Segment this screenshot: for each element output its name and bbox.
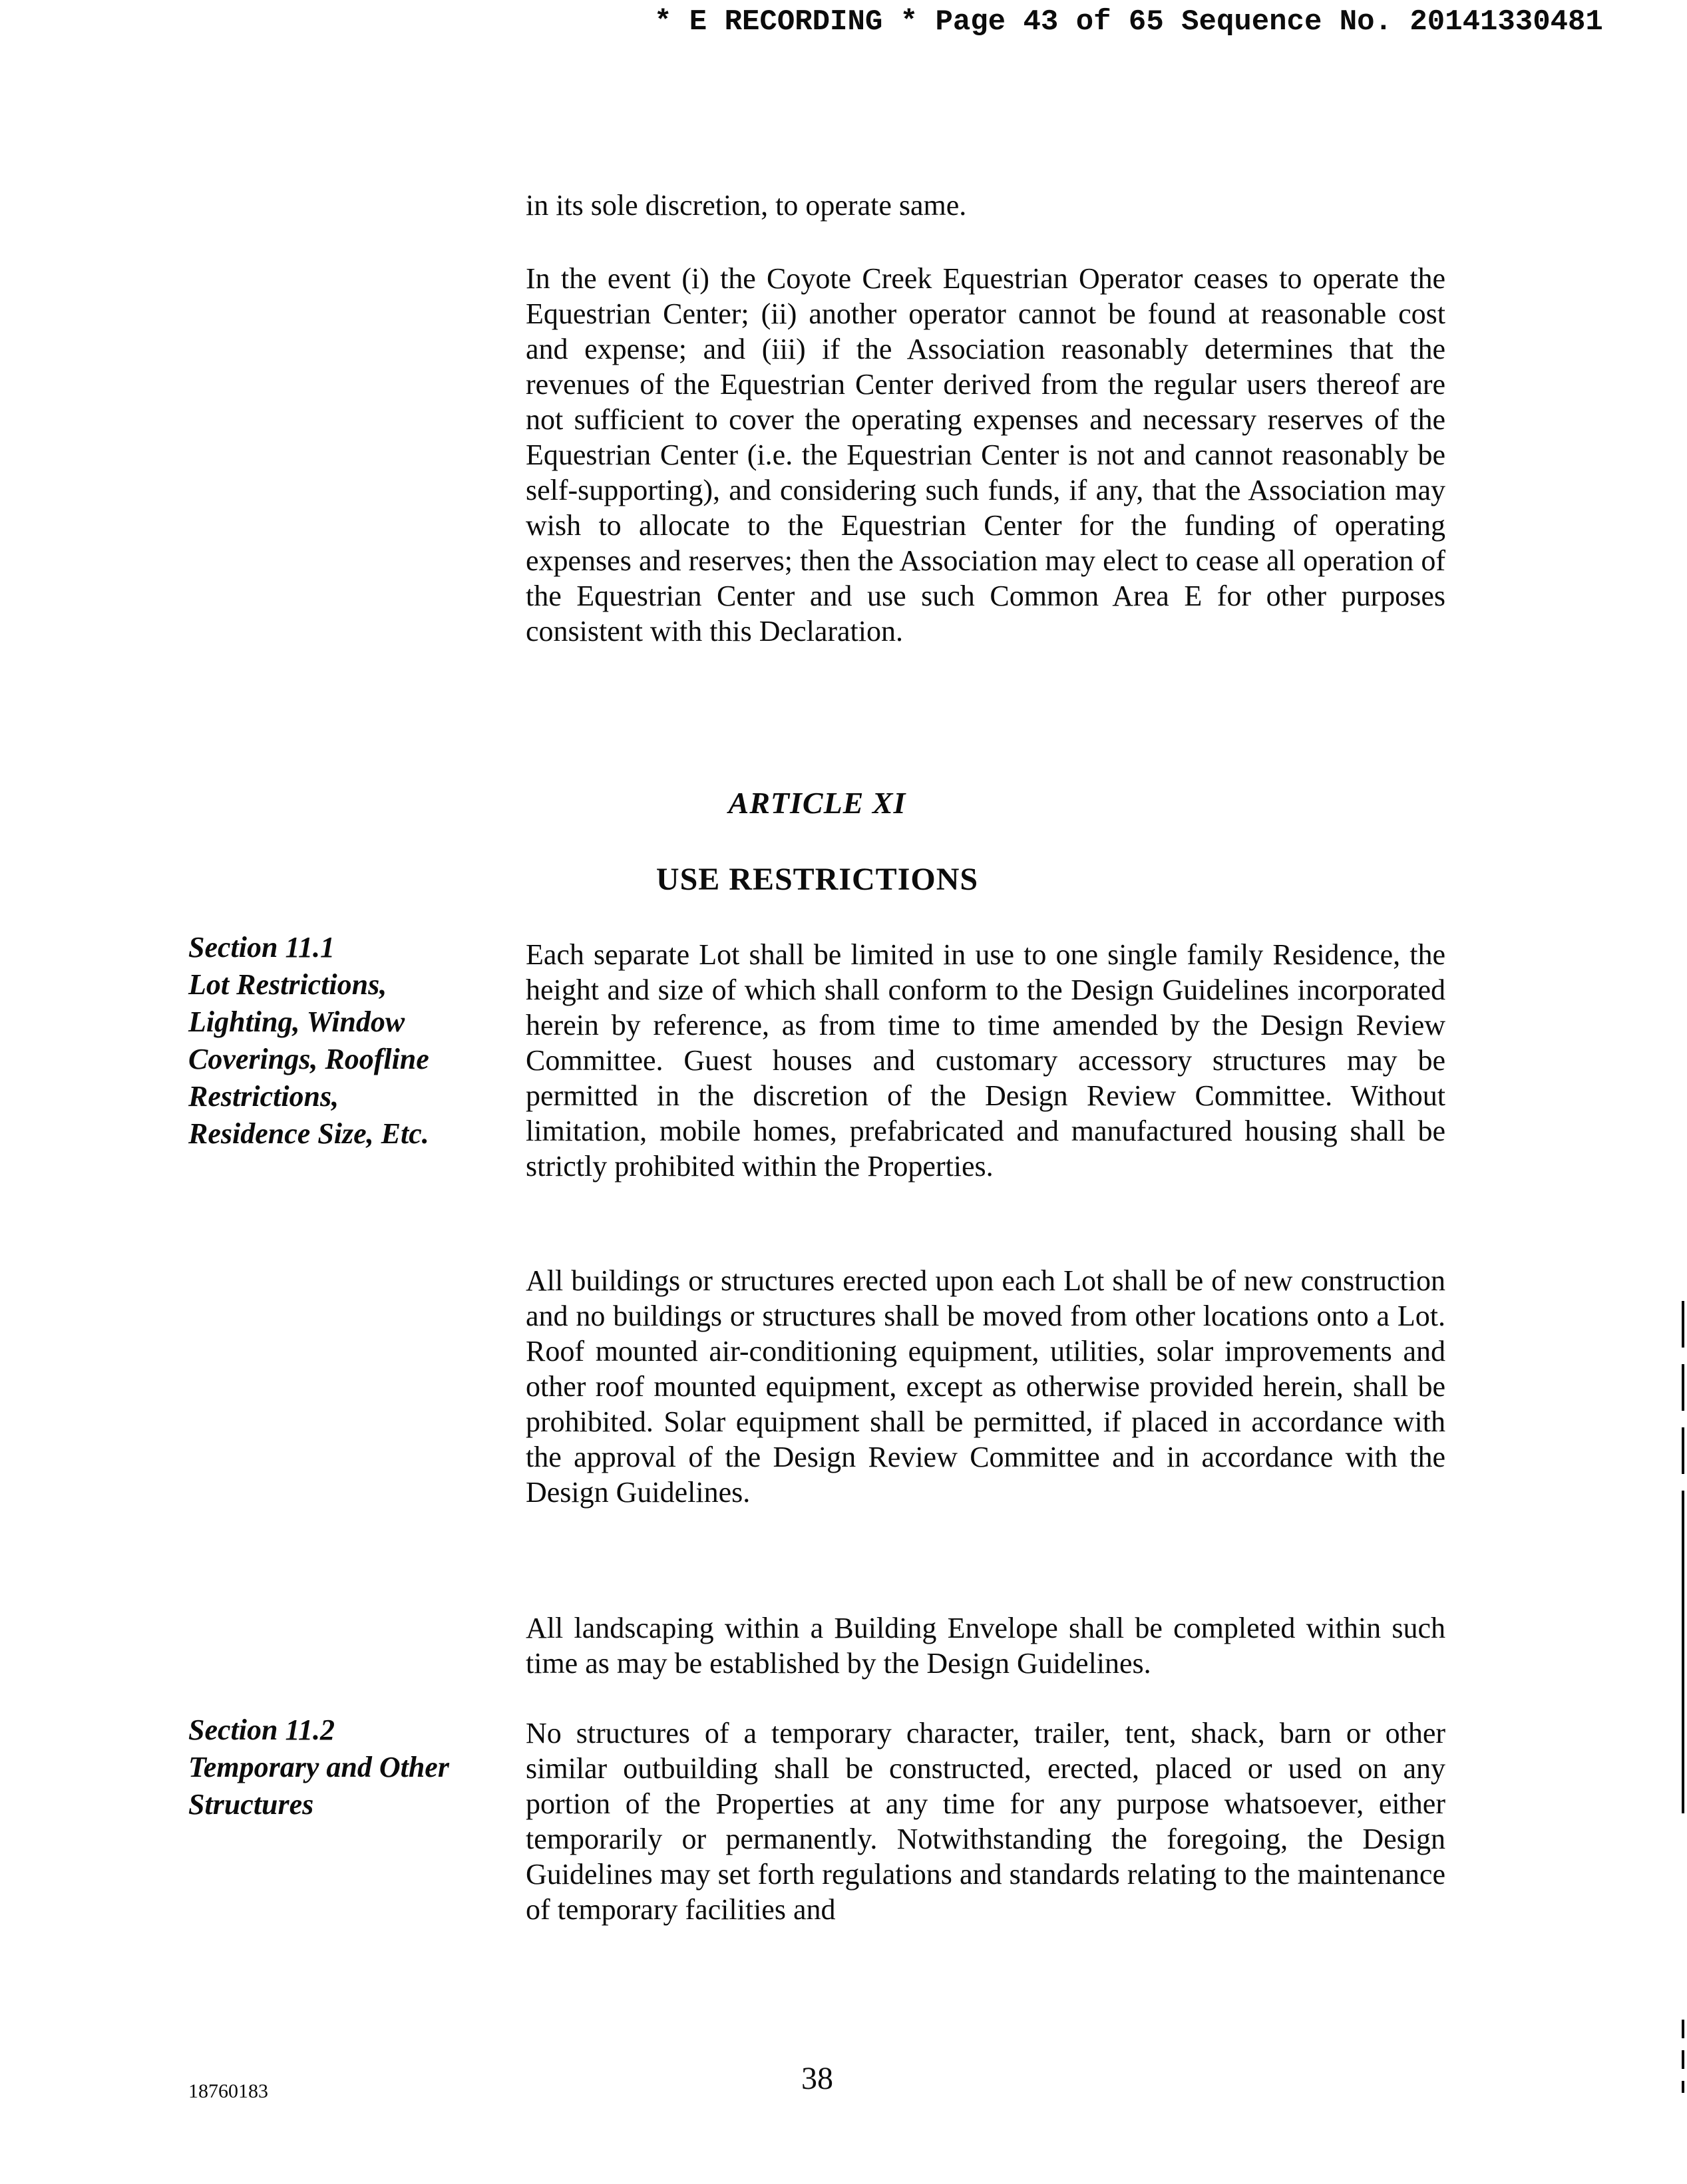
section-11-1-label-line: Restrictions, [188, 1080, 339, 1113]
footer-document-number: 18760183 [188, 2080, 268, 2102]
section-11-1-paragraph-1: Each separate Lot shall be limited in use to one single family Residence, the height and size of which shall conform to the Design Guidelines incorporated herein by reference, as from time to time amended by the Design Review Committee. Guest houses and customary accessory structures may be permitted in the discretion of the Design Review Committee. Without limitation, mobile homes, prefabricated and manufactured housing shall be strictly prohibited within the Properties. [526, 938, 1445, 1183]
article-subheading: USE RESTRICTIONS [656, 862, 979, 897]
section-11-2-label [188, 1712, 514, 1823]
scan-artifact-line-middle [1682, 1527, 1684, 1813]
scan-artifact-line-top [1682, 1301, 1684, 1527]
section-11-2-paragraph-1: No structures of a temporary character, trailer, tent, shack, barn or other similar outbuilding shall be constructed, erected, placed or used on any portion of the Properties at any time for any purpose whatsoever, either temporarily or permanently. Notwithstanding the foregoing, the Design Guidelines may set forth regulations and standards relating to the maintenance of temporary facilities and [526, 1717, 1445, 1926]
section-11-2-label-line: Structures [188, 1788, 314, 1821]
section-11-1-label-line: Section 11.1 [188, 931, 335, 964]
intro-paragraph-1: in its sole discretion, to operate same. [526, 189, 967, 222]
recording-header: * E RECORDING * Page 43 of 65 Sequence No. 20141330481 [654, 5, 1603, 39]
section-11-2-label-line: Section 11.2 [188, 1714, 335, 1746]
section-11-2-label-line: Temporary and Other [188, 1751, 449, 1783]
scan-artifact-line-bottom [1682, 2020, 1684, 2093]
section-11-1-paragraph-2: All buildings or structures erected upon each Lot shall be of new construction and no buildings or structures shall be moved from other locations onto a Lot. Roof mounted air-conditioning equipment, utilities, solar improvements and other roof mounted equipment, except as otherwise provided herein, shall be prohibited. Solar equipment shall be permitted, if placed in accordance with the approval of the Design Review Committee and in accordance with the Design Guidelines. [526, 1264, 1445, 1509]
section-11-1-label-line: Lot Restrictions, [188, 968, 387, 1001]
section-11-1-label [188, 929, 514, 1153]
section-11-1-label-line: Coverings, Roofline [188, 1043, 429, 1075]
intro-paragraph-2: In the event (i) the Coyote Creek Equestrian Operator ceases to operate the Equestrian Center; (ii) another operator cannot be found at reasonable cost and expense; and (iii) if the Association reasonably determines that the revenues of the Equestrian Center derived from the regular users thereof are not sufficient to cover the operating expenses and necessary reserves of the Equestrian Center (i.e. the Equestrian Center is not and cannot reasonably be self-supporting), and considering such funds, if any, that the Association may wish to allocate to the Equestrian Center for the funding of operating expenses and reserves; then the Association may elect to cease all operation of the Equestrian Center and use such Common Area E for other purposes consistent with this Declaration. [526, 262, 1445, 647]
section-11-1-label-line: Residence Size, Etc. [188, 1117, 429, 1150]
section-11-1-paragraph-3: All landscaping within a Building Envelope shall be completed within such time as may be established by the Design Guidelines. [526, 1612, 1445, 1680]
article-heading: ARTICLE XI [728, 786, 906, 820]
section-11-1-label-line: Lighting, Window [188, 1005, 405, 1038]
footer-page-number: 38 [801, 2061, 833, 2096]
